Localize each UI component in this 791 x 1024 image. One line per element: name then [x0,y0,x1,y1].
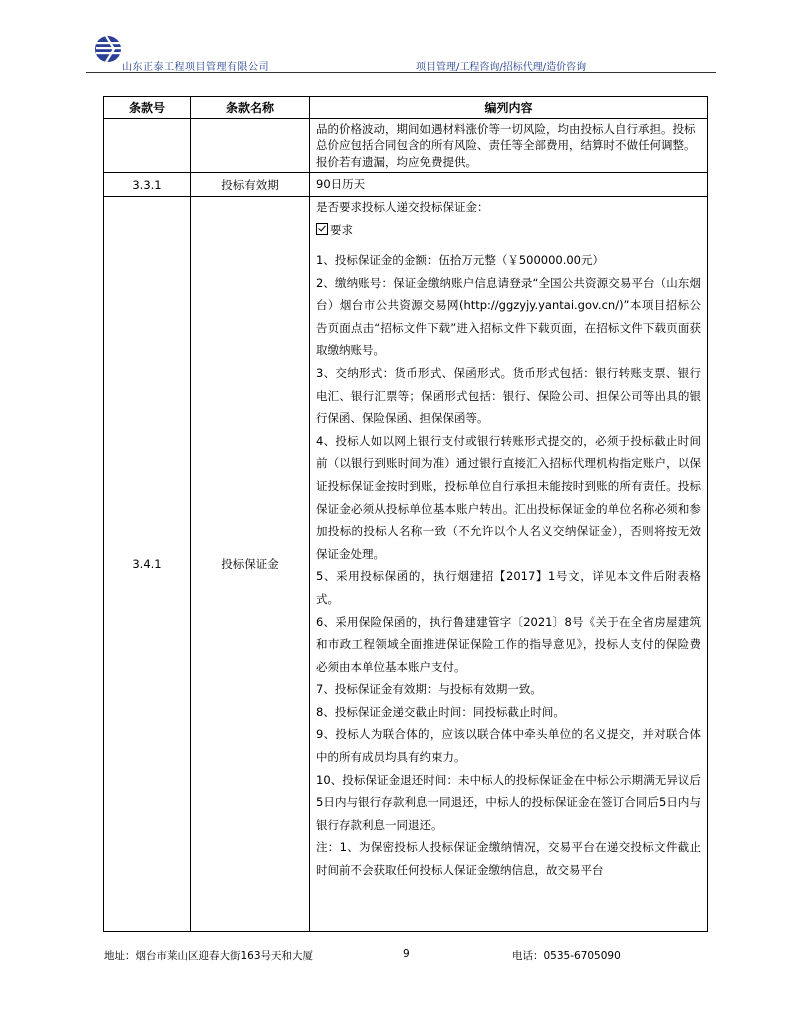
table-row [104,119,708,173]
checked-box-icon [316,223,328,235]
deposit-paragraph: 6、采用保险保函的，执行鲁建建管字〔2021〕8号《关于在全省房屋建筑和市政工程领域全面推进保证保险工作的指导意见》，投标人支付的保险费必须由本单位基本账户支付。 [316,614,701,674]
validity-text: 90日历天 [316,177,366,192]
deposit-content [310,197,707,884]
deposit-paragraph: 2、缴纳账号：保证金缴纳账户信息请登录“全国公共资源交易平台（山东烟台）烟台市公共资源交易网(http://ggzyjy.yantai.gov.cn/)”本项目招标公告页面点击“招标文件下载”进入招标文件下载页面，在招标文件下载页面获取缴纳账号。 [316,275,701,358]
deposit-paragraph: 5、采用投标保函的，执行烟建招【2017】1号文，详见本文件后附表格式。 [316,569,701,606]
cell-clause-name: 投标保证金 [191,197,310,932]
cell-empty [191,119,310,173]
table-header-row [104,97,708,119]
header-content: 编列内容 [310,97,708,119]
deposit-required-line [316,219,701,241]
deposit-paragraph: 4、投标人如以网上银行支付或银行转账形式提交的，必须于投标截止时间前（以银行到账时间为准）通过银行直接汇入招标代理机构指定账户，以保证投标保证金按时到账，投标单位自行承担未能按时到账的所有责任。投标保证金必须从投标单位基本账户转出。汇出投标保证金的单位名称必须和参加投标的投标人名称一致（不允许以个人名义交纳保证金），否则将按无效保证金处理。 [316,433,701,561]
deposit-required-label: 要求 [330,223,353,237]
cell-clause-no: 3.3.1 [104,173,191,197]
table-row [104,173,708,197]
page-number: 9 [403,948,410,960]
cell-content [310,197,708,932]
deposit-paragraph: 1、投标保证金的金额：伍拾万元整（￥500000.00元） [316,253,605,267]
company-name: 山东正泰工程项目管理有限公司 [122,62,269,73]
deposit-intro: 是否要求投标人递交投标保证金： [316,200,489,214]
footer-address: 地址：烟台市莱山区迎春大街163号天和大厦 [104,950,314,962]
deposit-paragraph: 10、投标保证金退还时间：未中标人的投标保证金在中标公示期满无异议后5日内与银行存款利息一同退还，中标人的投标保证金在签订合同后5日内与银行存款利息一同退还。 [316,772,701,832]
cell-clause-name: 投标有效期 [191,173,310,197]
tender-clause-table [103,96,708,932]
table-row [104,197,708,932]
deposit-paragraph: 7、投标保证金有效期：与投标有效期一致。 [316,682,542,697]
cell-clause-no: 3.4.1 [104,197,191,932]
header-clause-no: 条款号 [104,97,191,119]
cell-empty [104,119,191,173]
deposit-paragraph: 8、投标保证金递交截止时间：同投标截止时间。 [316,704,565,719]
continuation-text: 品的价格波动，期间如遇材料涨价等一切风险，均由投标人自行承担。投标总价应包括合同包含的所有风险、责任等全部费用，结算时不做任何调整。报价若有遗漏，均应免费提供。 [316,122,696,169]
deposit-paragraph: 3、交纳形式：货币形式、保函形式。货币形式包括：银行转账支票、银行电汇、银行汇票等；保函形式包括：银行、保险公司、担保公司等出具的银行保函、保险保函、担保保函等。 [316,365,701,426]
deposit-paragraph: 注：1、为保密投标人投标保证金缴纳情况，交易平台在递交投标文件截止时间前不会获取任何投标人保证金缴纳信息，故交易平台 [316,840,701,878]
footer-phone: 电话：0535-6705090 [512,950,621,962]
cell-continuation [310,119,708,173]
cell-content [310,173,708,197]
header-divider [86,72,716,73]
deposit-paragraph: 9、投标人为联合体的，应该以联合体中牵头单位的名义提交，并对联合体中的所有成员均具有约束力。 [316,727,701,765]
company-services: 项目管理/工程咨询/招标代理/造价咨询 [416,62,587,73]
page-header [86,34,716,74]
header-clause-name: 条款名称 [191,97,310,119]
